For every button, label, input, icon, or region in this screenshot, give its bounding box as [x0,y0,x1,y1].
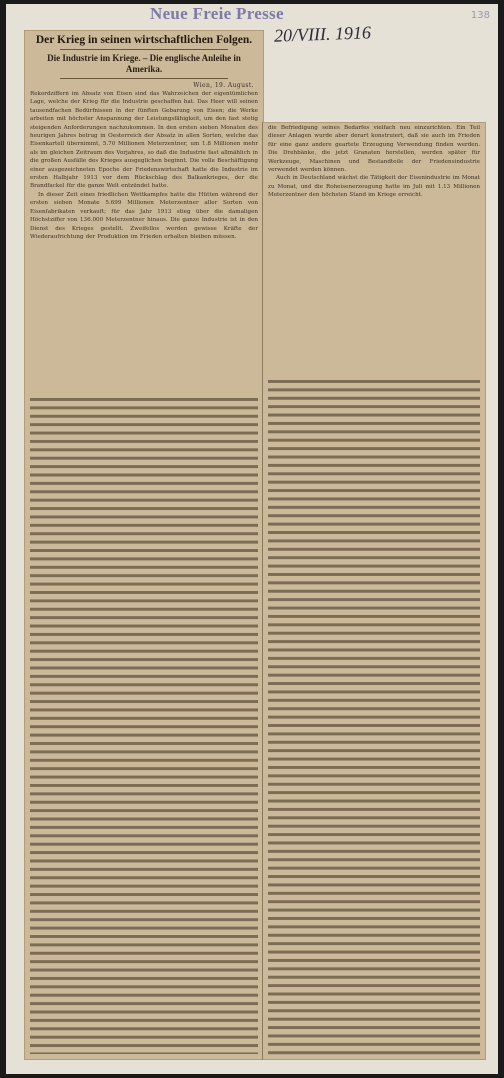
continued-text-lines-left [30,398,258,1054]
page-number: 138 [470,10,490,21]
column-fold-line [262,122,263,1060]
article-paragraph: Auch in Deutschland wächst die Tätigkeit der Eisenindustrie im Monat zu Monat, und die Roheisenerzeugung hatte im Juli mit 1.13 Millionen Meterzentner den höchsten Stand im Kriege erreicht. [268,175,480,199]
article-paragraph: In dieser Zeit eines friedlichen Wettkampfes hatte die Hütten während der ersten sieben Monate 5.699 Millionen Meterzentner aller Sorten von Eisenfabrikaten verkauft; für das Jahr 1913 stieg über die damaligen Höchstziffer von 136.000 Meterzentner hinaus. Die ganze Industrie ist in den Dienst des Krieges gestellt. Zweifellos werden gewisse Kräfte der Wiederaufrichtung der Produktion im Frieden erhalten bleiben müssen. [30,191,258,240]
newspaper-masthead: Neue Freie Presse [150,4,284,23]
article-paragraph: die Befriedigung seines Bedarfes vielfach neu einzurichten. Ein Teil dieser Anlagen wurde aber derart konstruiert, daß sie auch im Frieden für eine ganz andere geartete Erzeugung Verwendung finden werden. Die Drehbänke, die jetzt Granaten herstellen, werden später für Werkzeuge, Maschinen und Bestandteile der Friedensindustrie verwendet werden können. [268,125,480,174]
article-subheadline: Die Industrie im Kriege. – Die englische Anleihe in Amerika. [47,53,241,74]
article-dateline: Wien, 19. August. [193,82,254,89]
continued-text-lines-right [268,380,480,1056]
article-headline: Der Krieg in seinen wirtschaftlichen Folgen. [35,34,253,46]
headline-rule [60,49,228,50]
subheadline-rule [60,78,228,79]
handwritten-date: 20/VIII. 1916 [273,22,372,46]
article-paragraph: Rekordziffern im Absatz von Eisen sind das Wahrzeichen der eigentümlichen Lage, welche der Krieg für die Industrie geschaffen hat. Das Heer will seinen tausendfachen Bedürfnissen in der fünften Gebarung von Eisen; die Werke arbeiten mit höchster Anspannung der Leistungsfähigkeit, um den fast stetig steigenden Anforderungen nachzukommen. In den ersten sieben Monaten des heurigen Jahres betrug in Oesterreich der Absatz in allen Sorten, welche das Eisenkartell übernimmt, 5.70 Millionen Meterzentner, um 1.8 Millionen mehr als im gleichen Zeitraum des Vorjahres, so daß die Industrie fast allmählich in die großen Ausfälle des Krieges ausgeglichen beginnt. Die volle Beschäftigung einer ausgezeichneten Epoche der Friedenswirtschaft hatte die Industrie im ersten Halbjahr 1913 vor dem Rückschlag des Balkankrieges, der die Brandfackel für die ganze Welt entzündet hatte. [30,91,258,190]
